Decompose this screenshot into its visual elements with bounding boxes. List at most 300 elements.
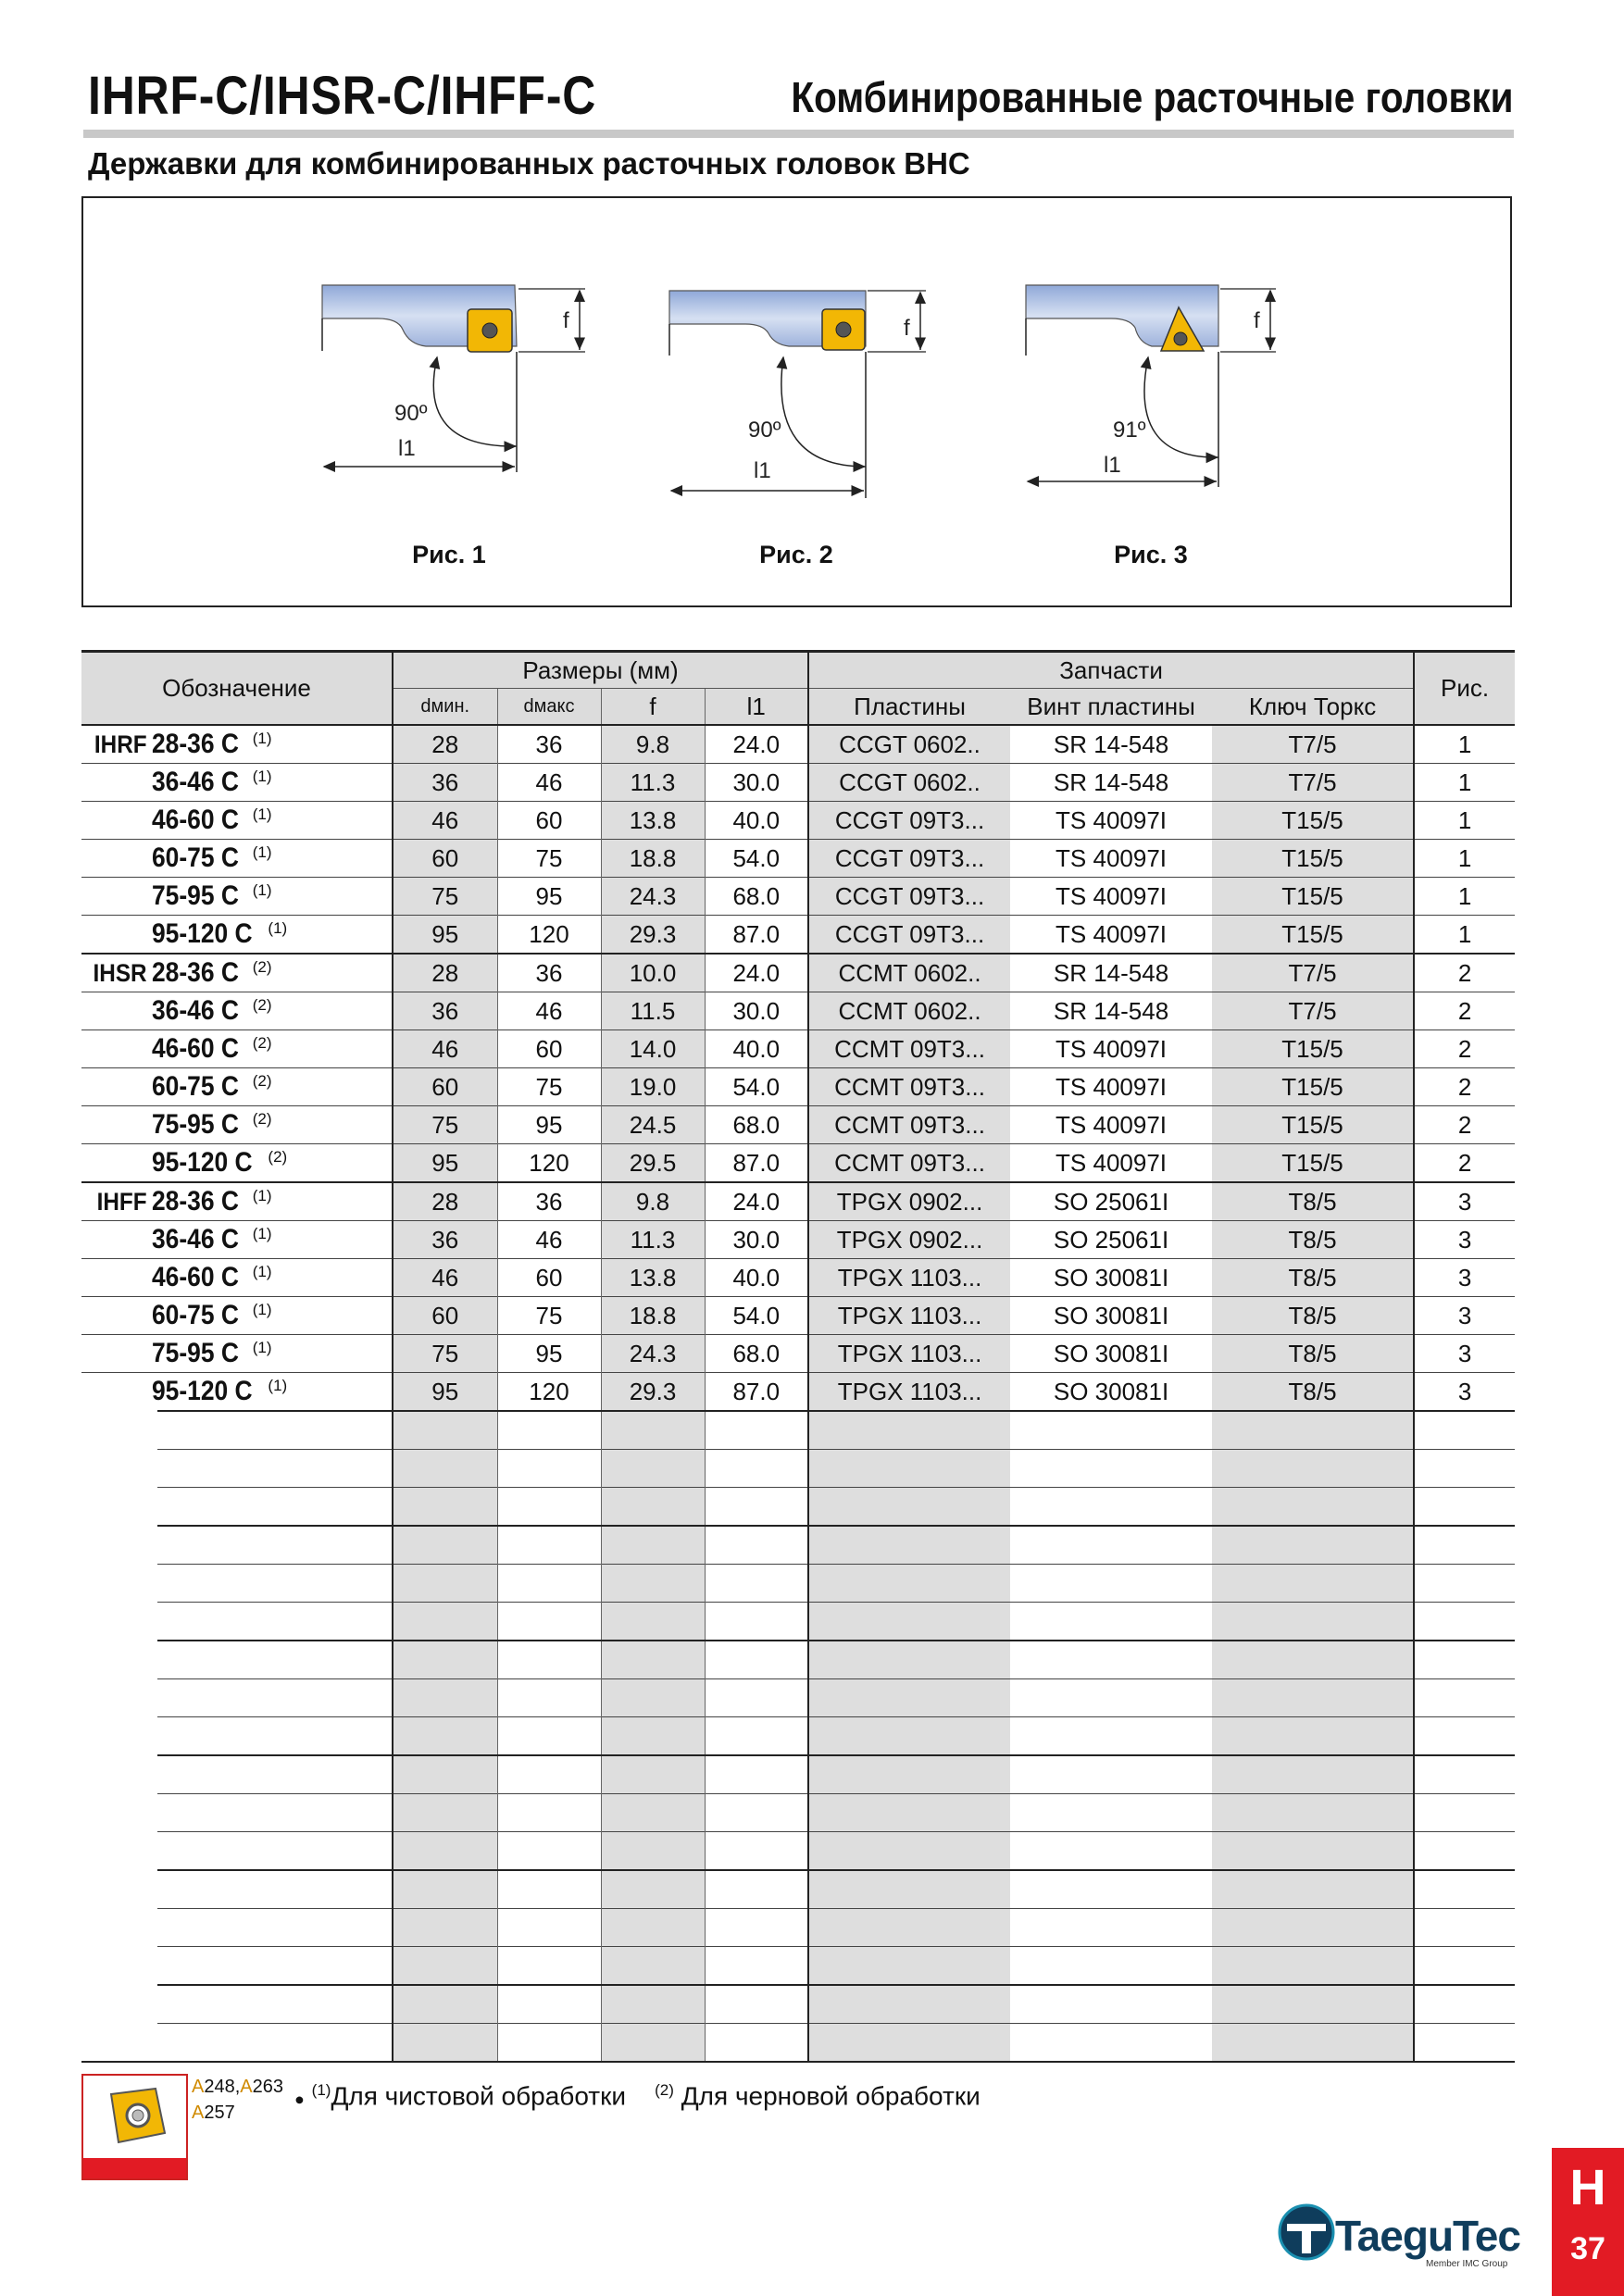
empty-cell (497, 1450, 601, 1488)
empty-cell (808, 1411, 1010, 1450)
empty-cell (705, 1909, 808, 1947)
cell-key: T15/5 (1212, 1068, 1414, 1106)
holder-code: 60-75 C (152, 1071, 239, 1102)
empty-cell (497, 1679, 601, 1717)
cell-l1: 54.0 (705, 840, 808, 878)
designation-cell (81, 1373, 393, 1412)
cell-dmax: 60 (497, 1030, 601, 1068)
cell-insert: CCMT 09T3... (808, 1030, 1010, 1068)
empty-cell (808, 1641, 1010, 1679)
empty-row (81, 1526, 1515, 1565)
empty-cell (1414, 1717, 1515, 1756)
empty-cell (705, 1450, 808, 1488)
cell-dmax: 95 (497, 1335, 601, 1373)
cell-f: 9.8 (601, 725, 705, 764)
empty-cell (1010, 1565, 1212, 1603)
empty-cell (393, 1755, 497, 1794)
cell-dmin: 46 (393, 802, 497, 840)
cell-l1: 30.0 (705, 992, 808, 1030)
rule-indent (81, 1754, 157, 1757)
holder-code: 28-36 C (152, 729, 239, 759)
empty-cell (705, 1565, 808, 1603)
designation-cell (81, 1221, 393, 1259)
table-row (81, 1259, 1515, 1297)
holder-code: 46-60 C (152, 1262, 239, 1292)
empty-cell (601, 1832, 705, 1871)
cell-fig: 2 (1414, 1068, 1515, 1106)
brand-name: TaeguTec (1335, 2212, 1520, 2260)
table-row (81, 840, 1515, 878)
empty-cell (393, 1488, 497, 1527)
cell-fig: 1 (1414, 725, 1515, 764)
cell-dmin: 36 (393, 764, 497, 802)
empty-cell (1010, 1411, 1212, 1450)
rule-indent (81, 1601, 157, 1603)
cell-insert: CCMT 09T3... (808, 1068, 1010, 1106)
cell-l1: 40.0 (705, 1030, 808, 1068)
cell-dmax: 75 (497, 1297, 601, 1335)
empty-row (81, 2024, 1515, 2063)
empty-cell (1212, 1985, 1414, 2024)
cell-l1: 30.0 (705, 764, 808, 802)
cell-l1: 68.0 (705, 1106, 808, 1144)
table-row (81, 878, 1515, 916)
empty-cell (705, 1488, 808, 1527)
empty-row (81, 1947, 1515, 1986)
holder-code: 60-75 C (152, 1300, 239, 1330)
empty-cell (705, 1411, 808, 1450)
cell-fig: 1 (1414, 878, 1515, 916)
legend-red-band (83, 2158, 186, 2178)
empty-cell (497, 1755, 601, 1794)
table-row (81, 1373, 1515, 1412)
empty-row (81, 1755, 1515, 1794)
footnote-mark: (2) (252, 1072, 272, 1091)
cell-insert: TPGX 0902... (808, 1182, 1010, 1221)
cell-l1: 87.0 (705, 1144, 808, 1183)
cell-insert: CCGT 09T3... (808, 916, 1010, 955)
empty-cell (808, 1794, 1010, 1832)
empty-designation (81, 1679, 393, 1717)
cell-insert: CCMT 0602.. (808, 992, 1010, 1030)
table-row (81, 916, 1515, 955)
note2-text: Для черновой обработки (681, 2081, 981, 2111)
rule-indent (81, 1945, 157, 1948)
footnote-mark: (1) (252, 1339, 272, 1357)
cell-screw: SO 25061I (1010, 1182, 1212, 1221)
empty-designation (81, 1450, 393, 1488)
cell-dmin: 75 (393, 1106, 497, 1144)
cell-dmax: 95 (497, 878, 601, 916)
cell-key: T7/5 (1212, 954, 1414, 992)
designation-cell (81, 1144, 393, 1183)
cell-fig: 1 (1414, 802, 1515, 840)
empty-cell (393, 2024, 497, 2063)
footnote-mark: (2) (268, 1148, 288, 1167)
ref-link-2-letter: A (240, 2077, 253, 2097)
cell-dmin: 95 (393, 916, 497, 955)
designation-cell (81, 1335, 393, 1373)
empty-cell (1212, 1679, 1414, 1717)
col-dmax: dмакс (497, 689, 601, 726)
figure-1-f-label: f (563, 308, 569, 333)
empty-designation (81, 1603, 393, 1641)
cell-dmin: 28 (393, 954, 497, 992)
cell-dmin: 75 (393, 878, 497, 916)
cell-l1: 54.0 (705, 1297, 808, 1335)
cell-insert: TPGX 0902... (808, 1221, 1010, 1259)
footnote-mark: (1) (252, 843, 272, 862)
empty-cell (705, 1717, 808, 1756)
empty-cell (393, 1526, 497, 1565)
rule-indent (81, 1907, 157, 1910)
family-label: IHSR (93, 959, 147, 987)
empty-cell (1414, 1909, 1515, 1947)
figure-2-diagram (669, 291, 926, 498)
empty-cell (808, 1603, 1010, 1641)
empty-cell (601, 1755, 705, 1794)
col-f: f (601, 689, 705, 726)
cell-dmin: 75 (393, 1335, 497, 1373)
note1-mark: (1) (311, 2081, 331, 2099)
footnote-mark: (2) (252, 1110, 272, 1129)
empty-cell (601, 1450, 705, 1488)
holder-code: 75-95 C (152, 880, 239, 911)
cell-dmax: 46 (497, 764, 601, 802)
cell-key: T15/5 (1212, 916, 1414, 955)
empty-cell (497, 1794, 601, 1832)
holder-code: 75-95 C (152, 1109, 239, 1140)
cell-f: 18.8 (601, 1297, 705, 1335)
empty-cell (497, 1526, 601, 1565)
cell-dmax: 60 (497, 802, 601, 840)
figure-3-diagram (1026, 285, 1276, 487)
cell-key: T8/5 (1212, 1259, 1414, 1297)
ref-link-3[interactable] (192, 2103, 235, 2123)
cell-fig: 2 (1414, 992, 1515, 1030)
empty-cell (1010, 2024, 1212, 2063)
empty-cell (1010, 1488, 1212, 1527)
note1-text: Для чистовой обработки (331, 2081, 627, 2111)
series-code: IHRF-C/IHSR-C/IHFF-C (88, 66, 597, 126)
empty-cell (393, 1794, 497, 1832)
holder-code: 36-46 C (152, 1224, 239, 1254)
empty-cell (497, 1603, 601, 1641)
empty-cell (1010, 1832, 1212, 1871)
empty-cell (393, 1870, 497, 1909)
empty-cell (1212, 1870, 1414, 1909)
empty-row (81, 1832, 1515, 1871)
empty-cell (808, 1565, 1010, 1603)
cell-f: 13.8 (601, 802, 705, 840)
footnote-mark: (2) (252, 958, 272, 977)
cell-dmax: 60 (497, 1259, 601, 1297)
empty-cell (601, 1679, 705, 1717)
cell-key: T8/5 (1212, 1297, 1414, 1335)
empty-cell (705, 1755, 808, 1794)
empty-cell (705, 1832, 808, 1871)
empty-cell (1414, 1411, 1515, 1450)
cell-screw: SO 25061I (1010, 1221, 1212, 1259)
empty-cell (1414, 1488, 1515, 1527)
empty-designation (81, 1909, 393, 1947)
header-rule (83, 130, 1514, 138)
cell-dmin: 95 (393, 1373, 497, 1412)
table-row (81, 992, 1515, 1030)
empty-cell (1414, 1832, 1515, 1871)
holder-code: 95-120 C (152, 918, 253, 949)
empty-cell (1010, 1985, 1212, 2024)
cell-l1: 68.0 (705, 1335, 808, 1373)
cell-insert: TPGX 1103... (808, 1373, 1010, 1412)
designation-cell (81, 992, 393, 1030)
cell-dmax: 75 (497, 1068, 601, 1106)
cell-screw: TS 40097I (1010, 878, 1212, 916)
cell-l1: 87.0 (705, 916, 808, 955)
empty-designation (81, 1526, 393, 1565)
cell-fig: 3 (1414, 1373, 1515, 1412)
empty-cell (1010, 1450, 1212, 1488)
empty-designation (81, 1870, 393, 1909)
holder-code: 95-120 C (152, 1147, 253, 1178)
cell-screw: TS 40097I (1010, 1030, 1212, 1068)
ref-link-3-letter: A (192, 2103, 205, 2123)
rule-indent (81, 1563, 157, 1566)
designation-cell (81, 1297, 393, 1335)
empty-cell (1010, 1679, 1212, 1717)
cell-l1: 24.0 (705, 1182, 808, 1221)
specs-table-body (81, 725, 1515, 2062)
footnote-mark: (1) (252, 1263, 272, 1281)
figure-1-l1-label: l1 (398, 436, 416, 461)
cell-screw: SR 14-548 (1010, 764, 1212, 802)
empty-cell (705, 1679, 808, 1717)
figure-2-l1-label: l1 (754, 458, 771, 483)
taegutec-logo-icon (1278, 2203, 1335, 2261)
empty-cell (1212, 1488, 1414, 1527)
empty-cell (601, 1641, 705, 1679)
cell-dmin: 60 (393, 1068, 497, 1106)
holder-code: 36-46 C (152, 995, 239, 1026)
cell-f: 24.5 (601, 1106, 705, 1144)
cell-screw: TS 40097I (1010, 916, 1212, 955)
cell-dmax: 36 (497, 1182, 601, 1221)
empty-cell (808, 1717, 1010, 1756)
empty-row (81, 1679, 1515, 1717)
empty-row (81, 1450, 1515, 1488)
empty-cell (1010, 1947, 1212, 1986)
empty-designation (81, 2024, 393, 2063)
rule-indent (81, 1448, 157, 1451)
cell-f: 24.3 (601, 1335, 705, 1373)
empty-cell (705, 1870, 808, 1909)
empty-cell (497, 1832, 601, 1871)
empty-cell (1212, 1603, 1414, 1641)
cell-key: T8/5 (1212, 1335, 1414, 1373)
cell-screw: TS 40097I (1010, 802, 1212, 840)
empty-cell (497, 1565, 601, 1603)
empty-cell (1414, 1870, 1515, 1909)
family-label: IHRF (94, 730, 147, 758)
empty-cell (1212, 1526, 1414, 1565)
holder-code: 75-95 C (152, 1338, 239, 1368)
empty-cell (1414, 1755, 1515, 1794)
ref-link-2[interactable] (240, 2077, 283, 2097)
rule-indent (81, 1830, 157, 1833)
cell-key: T8/5 (1212, 1221, 1414, 1259)
empty-row (81, 1565, 1515, 1603)
cell-dmax: 75 (497, 840, 601, 878)
footnote-mark: (1) (268, 919, 288, 938)
cell-dmin: 28 (393, 725, 497, 764)
empty-cell (601, 1909, 705, 1947)
cell-screw: TS 40097I (1010, 1068, 1212, 1106)
cell-key: T7/5 (1212, 992, 1414, 1030)
footnote-mark: (1) (252, 1301, 272, 1319)
empty-cell (1010, 1641, 1212, 1679)
figure-3-caption: Рис. 3 (1114, 541, 1188, 568)
insert-legend-icon (81, 2074, 188, 2180)
figure-2-caption: Рис. 2 (759, 541, 833, 568)
footnote-mark: (1) (252, 730, 272, 748)
note2-mark: (2) (655, 2081, 674, 2099)
ref-link-3-number: 257 (204, 2103, 235, 2123)
empty-designation (81, 1411, 393, 1450)
holder-code: 28-36 C (152, 1186, 239, 1217)
designation-cell (81, 802, 393, 840)
designation-cell (81, 878, 393, 916)
table-row (81, 764, 1515, 802)
empty-cell (1212, 1565, 1414, 1603)
cell-l1: 40.0 (705, 1259, 808, 1297)
empty-cell (393, 1985, 497, 2024)
cell-fig: 3 (1414, 1182, 1515, 1221)
cell-insert: CCMT 09T3... (808, 1106, 1010, 1144)
cell-f: 10.0 (601, 954, 705, 992)
empty-cell (705, 1794, 808, 1832)
empty-designation (81, 1794, 393, 1832)
holder-code: 46-60 C (152, 805, 239, 835)
empty-cell (601, 1985, 705, 2024)
empty-cell (705, 1526, 808, 1565)
empty-cell (705, 1641, 808, 1679)
cell-dmin: 95 (393, 1144, 497, 1183)
empty-cell (1414, 1450, 1515, 1488)
rule-indent (81, 2022, 157, 2025)
col-designation: Обозначение (81, 652, 393, 726)
empty-cell (1414, 1947, 1515, 1986)
empty-designation (81, 1832, 393, 1871)
cell-f: 18.8 (601, 840, 705, 878)
empty-cell (601, 1526, 705, 1565)
cell-insert: CCGT 0602.. (808, 764, 1010, 802)
table-row (81, 1144, 1515, 1183)
cell-fig: 1 (1414, 916, 1515, 955)
rule-indent (81, 1410, 157, 1413)
section-tab (1552, 2148, 1624, 2296)
cell-dmin: 36 (393, 992, 497, 1030)
empty-cell (808, 1985, 1010, 2024)
empty-row (81, 1488, 1515, 1527)
empty-designation (81, 1565, 393, 1603)
cell-f: 24.3 (601, 878, 705, 916)
cell-f: 29.3 (601, 916, 705, 955)
cell-key: T8/5 (1212, 1182, 1414, 1221)
empty-cell (808, 1755, 1010, 1794)
empty-row (81, 1411, 1515, 1450)
empty-cell (1212, 1450, 1414, 1488)
rule-indent (81, 1869, 157, 1872)
empty-designation (81, 1985, 393, 2024)
empty-cell (1414, 2024, 1515, 2063)
footnote-mark: (2) (252, 996, 272, 1015)
empty-designation (81, 1947, 393, 1986)
cell-screw: SR 14-548 (1010, 992, 1212, 1030)
cell-dmax: 36 (497, 725, 601, 764)
cell-key: T7/5 (1212, 764, 1414, 802)
rule-indent (81, 1640, 157, 1642)
empty-row (81, 1985, 1515, 2024)
ref-link-1[interactable] (192, 2077, 235, 2097)
designation-cell (81, 1068, 393, 1106)
table-row (81, 1068, 1515, 1106)
cell-key: T15/5 (1212, 1144, 1414, 1183)
footnote-mark: (2) (252, 1034, 272, 1053)
cell-f: 11.3 (601, 764, 705, 802)
empty-cell (1212, 1641, 1414, 1679)
cell-l1: 24.0 (705, 954, 808, 992)
empty-cell (1010, 1909, 1212, 1947)
designation-cell (81, 725, 393, 764)
designation-cell (81, 1259, 393, 1297)
cell-fig: 2 (1414, 1144, 1515, 1183)
cell-f: 29.5 (601, 1144, 705, 1183)
empty-row (81, 1603, 1515, 1641)
empty-cell (1010, 1603, 1212, 1641)
cell-dmax: 36 (497, 954, 601, 992)
empty-cell (1010, 1755, 1212, 1794)
footnote-mark: (1) (252, 1187, 272, 1205)
table-row (81, 1335, 1515, 1373)
empty-cell (497, 1411, 601, 1450)
cell-f: 14.0 (601, 1030, 705, 1068)
cell-insert: CCGT 09T3... (808, 840, 1010, 878)
footnote-mark: (1) (268, 1377, 288, 1395)
table-row (81, 1106, 1515, 1144)
cell-dmin: 46 (393, 1259, 497, 1297)
ref-link-1-number: 248 (204, 2077, 235, 2097)
legend-page-refs: A248,A263 A257 (192, 2077, 283, 2123)
empty-cell (1212, 1411, 1414, 1450)
holder-code: 46-60 C (152, 1033, 239, 1064)
footnote-mark: (1) (252, 767, 272, 786)
cell-fig: 1 (1414, 840, 1515, 878)
rule-indent (81, 1716, 157, 1718)
cell-key: T15/5 (1212, 840, 1414, 878)
cell-dmax: 95 (497, 1106, 601, 1144)
cell-l1: 54.0 (705, 1068, 808, 1106)
empty-cell (497, 1870, 601, 1909)
page-number: 37 (1570, 2231, 1605, 2266)
cell-key: T15/5 (1212, 878, 1414, 916)
empty-cell (1414, 1603, 1515, 1641)
cell-f: 29.3 (601, 1373, 705, 1412)
figure-3-l1-label: l1 (1104, 453, 1121, 478)
cell-screw: TS 40097I (1010, 840, 1212, 878)
cell-fig: 2 (1414, 954, 1515, 992)
cell-dmin: 60 (393, 1297, 497, 1335)
section-letter: H (1569, 2160, 1606, 2215)
